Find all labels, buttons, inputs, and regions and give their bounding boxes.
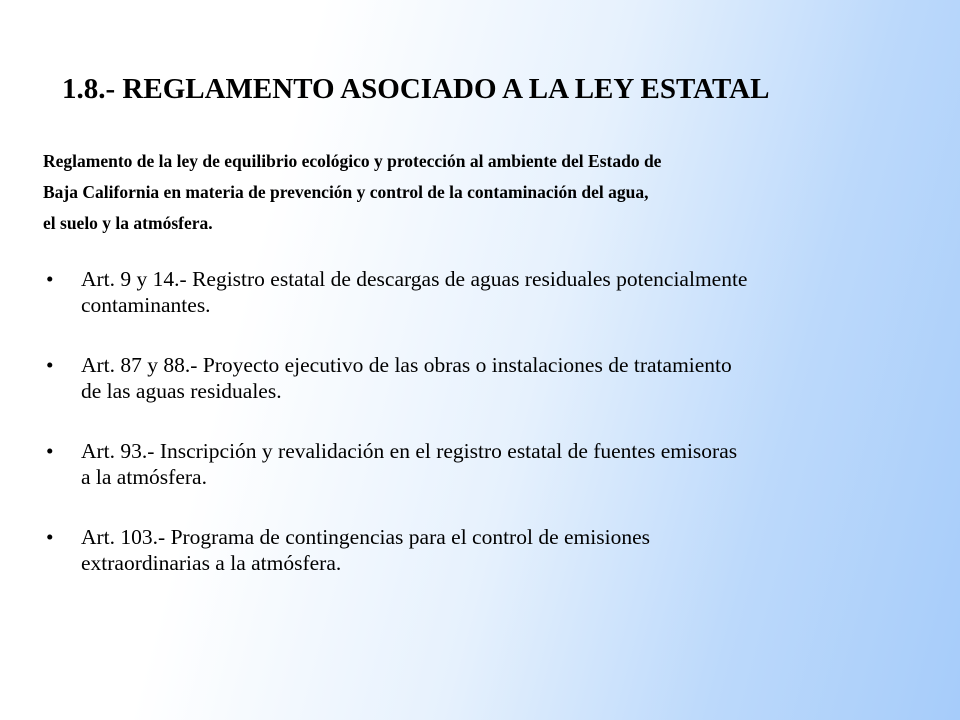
bullet-icon: • <box>46 525 54 549</box>
article-item <box>46 352 926 404</box>
subtitle-line: el suelo y la atmósfera. <box>43 213 213 233</box>
article-text-line: contaminantes. <box>81 293 211 317</box>
article-text-line: a la atmósfera. <box>81 465 207 489</box>
article-item <box>46 438 926 490</box>
article-text-line: extraordinarias a la atmósfera. <box>81 551 342 575</box>
bullet-icon: • <box>46 439 54 463</box>
article-text-line: de las aguas residuales. <box>81 379 282 403</box>
subtitle-line: Reglamento de la ley de equilibrio ecológico y protección al ambiente del Estado de <box>43 151 662 171</box>
article-text-line: Art. 103.- Programa de contingencias para el control de emisiones <box>81 525 650 549</box>
slide-subtitle <box>43 146 923 239</box>
subtitle-line: Baja California en materia de prevención y control de la contaminación del agua, <box>43 182 649 202</box>
article-list <box>46 266 926 610</box>
article-text-line: Art. 93.- Inscripción y revalidación en el registro estatal de fuentes emisoras <box>81 439 738 463</box>
bullet-icon: • <box>46 267 54 291</box>
article-text-line: Art. 87 y 88.- Proyecto ejecutivo de las obras o instalaciones de tratamiento <box>81 353 732 377</box>
article-item <box>46 524 926 576</box>
article-text-line: Art. 9 y 14.- Registro estatal de descargas de aguas residuales potencialmente <box>81 267 748 291</box>
bullet-icon: • <box>46 353 54 377</box>
article-item <box>46 266 926 318</box>
slide-title: 1.8.- REGLAMENTO ASOCIADO A LA LEY ESTATAL <box>62 73 770 105</box>
